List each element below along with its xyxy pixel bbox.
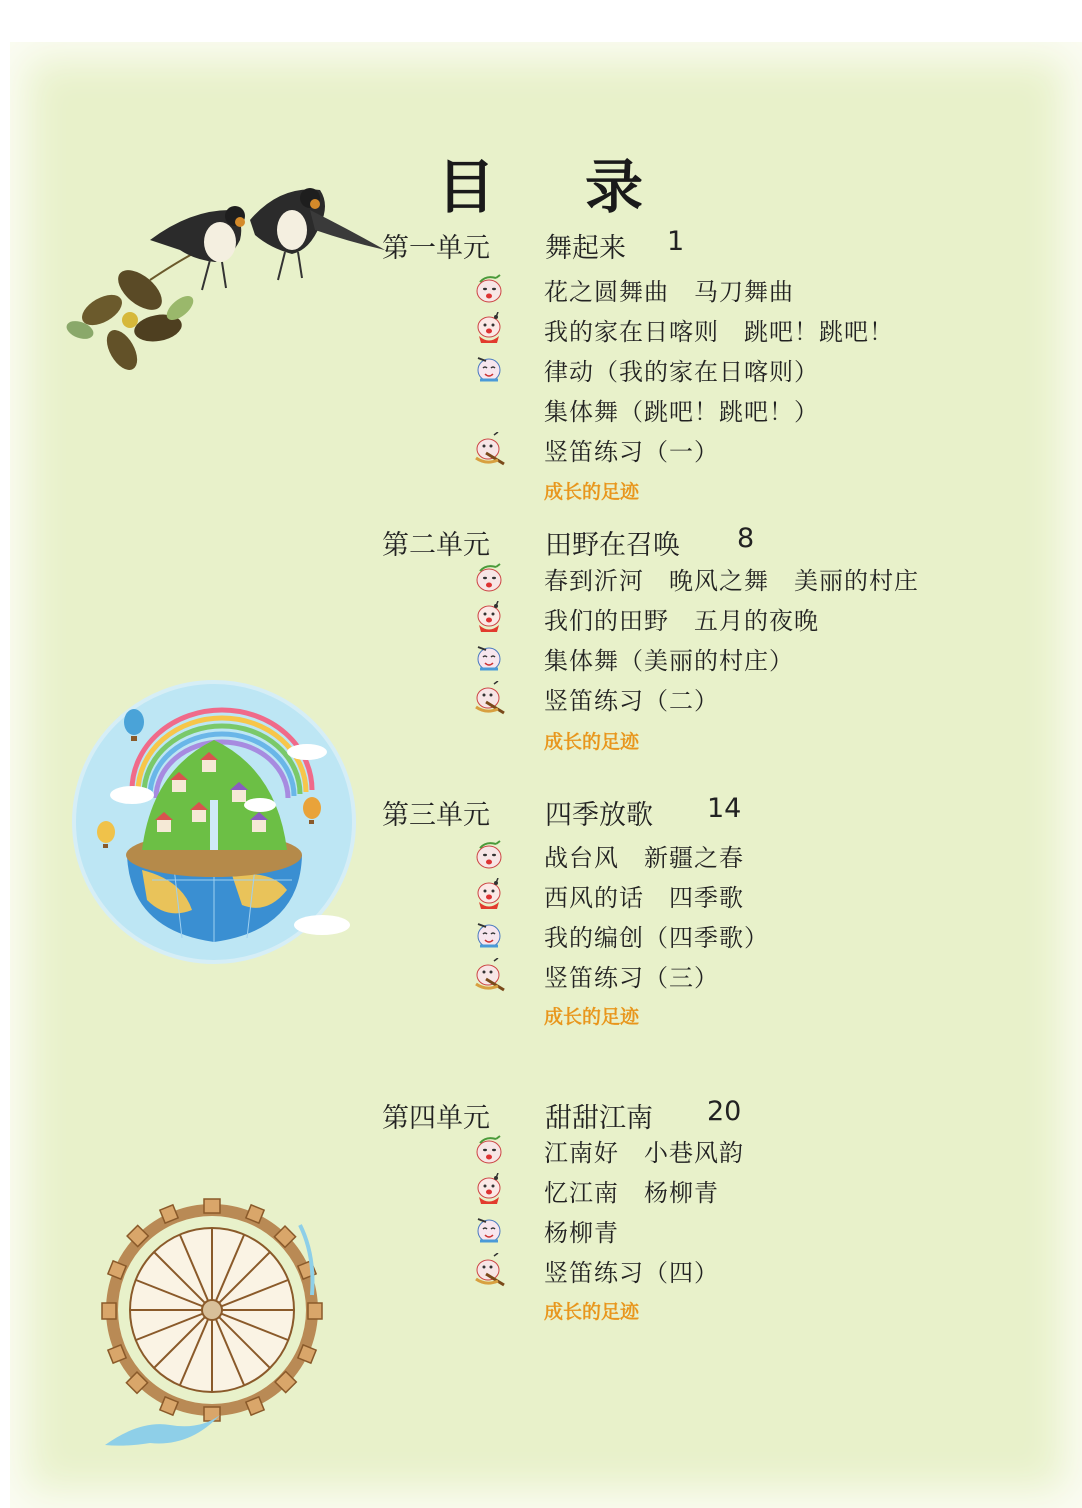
unit-4-item-4[interactable]: 竖笛练习（四） (544, 1259, 719, 1287)
dancing-face-icon (472, 918, 506, 952)
singing-face-icon (472, 272, 506, 306)
leaves-icon (64, 250, 200, 375)
singer-red-icon (472, 1173, 506, 1207)
water-wheel-illustration (100, 1185, 330, 1455)
unit-4-item-3[interactable]: 杨柳青 (544, 1219, 619, 1247)
unit-1-item-5[interactable]: 竖笛练习（一） (544, 438, 719, 466)
unit-4-page: 20 (707, 1096, 742, 1127)
unit-3-item-4[interactable]: 竖笛练习（三） (544, 964, 719, 992)
singer-red-icon (472, 878, 506, 912)
singing-face-icon (472, 561, 506, 595)
singing-face-icon (472, 838, 506, 872)
unit-3-item-1[interactable]: 战台风 新疆之春 (544, 844, 744, 872)
unit-2-item-3[interactable]: 集体舞（美丽的村庄） (544, 647, 794, 675)
floating-island-globe-illustration (72, 680, 357, 965)
flute-face-icon (472, 958, 506, 992)
unit-3-growth-label[interactable]: 成长的足迹 (544, 1006, 640, 1028)
unit-4-item-2[interactable]: 忆江南 杨柳青 (544, 1179, 719, 1207)
unit-1-title: 舞起来 (545, 233, 626, 264)
dancing-face-icon (472, 1213, 506, 1247)
unit-3-item-3[interactable]: 我的编创（四季歌） (544, 924, 769, 952)
swallows-illustration (30, 180, 390, 395)
unit-2-item-4[interactable]: 竖笛练习（二） (544, 687, 719, 715)
unit-1-item-2[interactable]: 我的家在日喀则 跳吧！跳吧！ (544, 318, 894, 346)
title-char-1: 目 (436, 153, 497, 221)
flute-face-icon (472, 432, 506, 466)
unit-4-item-1[interactable]: 江南好 小巷风韵 (544, 1139, 744, 1167)
unit-1-item-3[interactable]: 律动（我的家在日喀则） (544, 358, 819, 386)
swallow-left-icon (150, 206, 245, 290)
unit-2-item-2[interactable]: 我们的田野 五月的夜晚 (544, 607, 819, 635)
unit-2-item-1[interactable]: 春到沂河 晚风之舞 美丽的村庄 (544, 567, 919, 595)
unit-4-growth-label[interactable]: 成长的足迹 (544, 1301, 640, 1323)
swallow-right-icon (250, 188, 385, 280)
flute-face-icon (472, 681, 506, 715)
unit-3-item-2[interactable]: 西风的话 四季歌 (544, 884, 744, 912)
water-splash-icon (105, 1415, 220, 1446)
singer-red-icon (472, 312, 506, 346)
dancing-face-icon (472, 641, 506, 675)
unit-3-title: 四季放歌 (545, 800, 653, 831)
unit-2-name: 第二单元 (382, 530, 490, 561)
title-char-2: 录 (585, 153, 646, 221)
singer-red-icon (472, 601, 506, 635)
unit-1-page: 1 (667, 226, 685, 257)
singing-face-icon (472, 1133, 506, 1167)
unit-1-growth-label[interactable]: 成长的足迹 (544, 481, 640, 503)
dancing-face-icon (472, 352, 506, 386)
unit-2-growth-label[interactable]: 成长的足迹 (544, 731, 640, 753)
unit-3-page: 14 (707, 793, 742, 824)
unit-2-title: 田野在召唤 (545, 530, 680, 561)
unit-4-title: 甜甜江南 (545, 1103, 653, 1134)
unit-1-name: 第一单元 (382, 233, 490, 264)
flute-face-icon (472, 1253, 506, 1287)
unit-4-name: 第四单元 (382, 1103, 490, 1134)
unit-2-page: 8 (737, 523, 755, 554)
unit-3-name: 第三单元 (382, 800, 490, 831)
unit-1-item-4[interactable]: 集体舞（跳吧！跳吧！） (544, 398, 819, 426)
unit-1-item-1[interactable]: 花之圆舞曲 马刀舞曲 (544, 278, 794, 306)
